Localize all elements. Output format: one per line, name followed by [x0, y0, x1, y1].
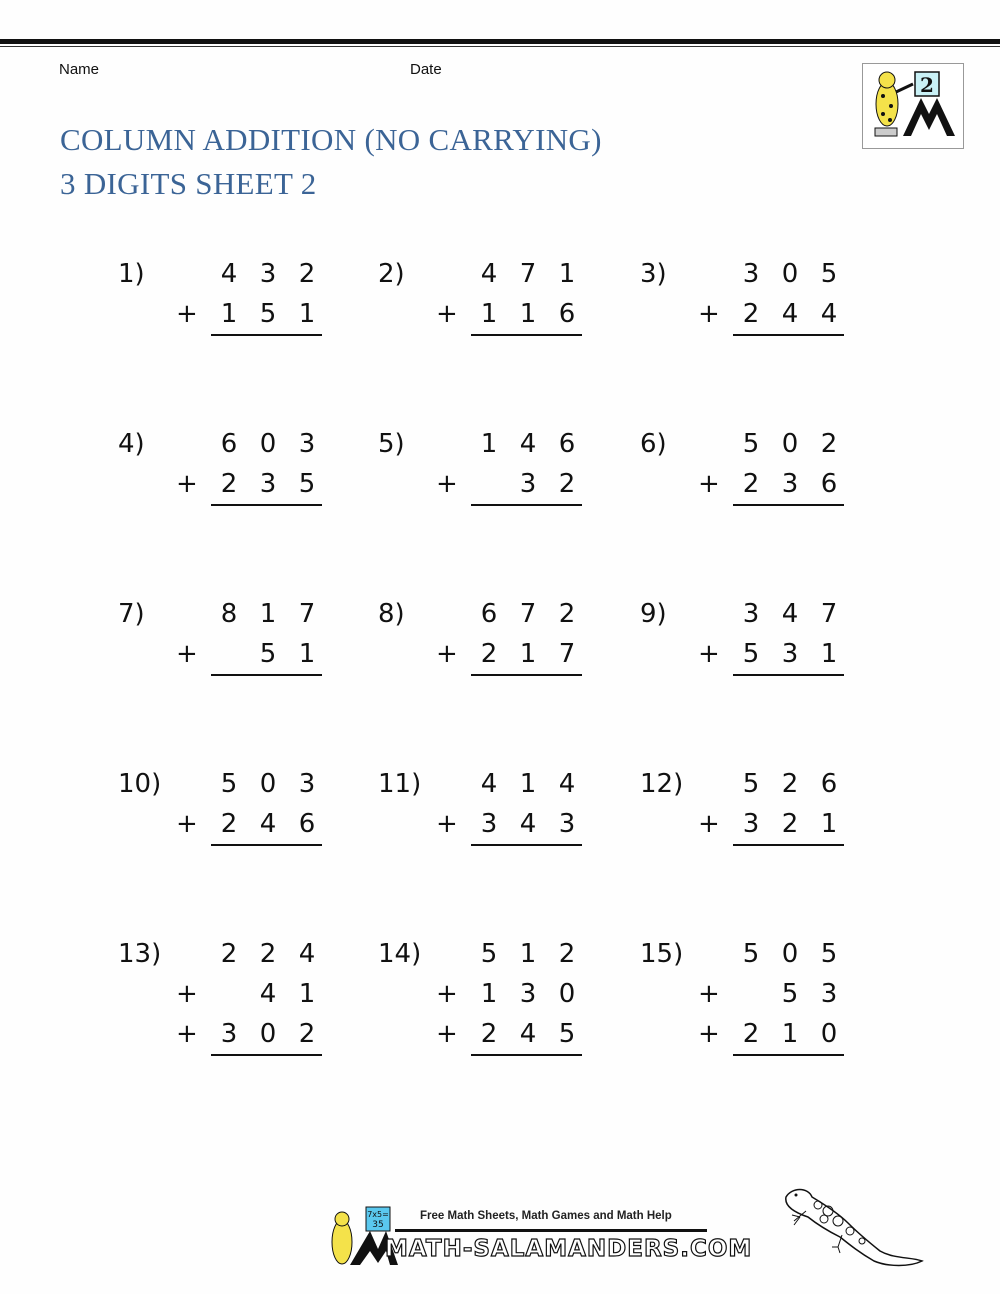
digit: 5 — [298, 469, 316, 499]
problem-number: 3) — [640, 259, 667, 289]
digit: 6 — [480, 599, 498, 629]
addend-digits — [740, 599, 840, 629]
digit: 1 — [298, 639, 316, 669]
problem-13 — [118, 939, 368, 1069]
digit: 4 — [781, 599, 799, 629]
plus-sign: + — [698, 639, 720, 669]
digit: 1 — [480, 979, 498, 1009]
page-title: COLUMN ADDITION (NO CARRYING) — [60, 122, 602, 157]
addend-digits — [478, 299, 578, 329]
plus-sign: + — [698, 979, 720, 1009]
plus-sign: + — [436, 299, 458, 329]
addend-digits — [478, 429, 578, 459]
addend-row — [118, 939, 368, 969]
problem-6 — [640, 429, 890, 559]
plus-sign: + — [436, 639, 458, 669]
addend-row — [378, 769, 628, 799]
digit: 5 — [742, 939, 760, 969]
addend-row — [378, 809, 628, 839]
digit: 6 — [298, 809, 316, 839]
addend-row — [378, 259, 628, 289]
plus-sign: + — [698, 809, 720, 839]
digit: 1 — [820, 809, 838, 839]
addend-row — [118, 1019, 368, 1049]
addend-digits — [740, 639, 840, 669]
problem-1 — [118, 259, 368, 389]
problem-number: 15) — [640, 939, 684, 969]
addend-row — [640, 809, 890, 839]
digit: 4 — [220, 259, 238, 289]
digit: 7 — [558, 639, 576, 669]
addend-row — [118, 299, 368, 329]
digit: 0 — [781, 429, 799, 459]
addend-digits — [218, 299, 318, 329]
digit: 2 — [742, 469, 760, 499]
addend-row — [640, 1019, 890, 1049]
digit: 2 — [742, 299, 760, 329]
digit: 1 — [519, 299, 537, 329]
digit: 5 — [480, 939, 498, 969]
plus-sign: + — [176, 979, 198, 1009]
footer-tagline: Free Math Sheets, Math Games and Math Help — [420, 1210, 672, 1222]
digit: 0 — [558, 979, 576, 1009]
addend-digits — [218, 469, 318, 499]
addend-row — [118, 639, 368, 669]
digit: 2 — [298, 259, 316, 289]
digit: 2 — [259, 939, 277, 969]
digit: 1 — [820, 639, 838, 669]
digit: 5 — [259, 639, 277, 669]
digit: 0 — [259, 429, 277, 459]
digit: 4 — [259, 809, 277, 839]
digit: 4 — [259, 979, 277, 1009]
plus-sign: + — [176, 299, 198, 329]
top-rule-thin — [0, 46, 1000, 47]
addend-digits — [740, 299, 840, 329]
digit: 0 — [820, 1019, 838, 1049]
plus-sign: + — [436, 979, 458, 1009]
digit: 2 — [558, 469, 576, 499]
digit: 1 — [259, 599, 277, 629]
problem-4 — [118, 429, 368, 559]
digit: 3 — [298, 769, 316, 799]
addend-row — [378, 599, 628, 629]
addend-row — [378, 469, 628, 499]
digit: 1 — [781, 1019, 799, 1049]
addend-digits — [740, 809, 840, 839]
addend-row — [640, 979, 890, 1009]
digit: 5 — [220, 769, 238, 799]
digit: 7 — [519, 259, 537, 289]
digit: 1 — [480, 299, 498, 329]
problem-number: 13) — [118, 939, 162, 969]
answer-line — [733, 504, 844, 506]
plus-sign: + — [176, 639, 198, 669]
problem-number: 1) — [118, 259, 145, 289]
problem-number: 5) — [378, 429, 405, 459]
digit — [218, 979, 240, 1009]
problem-number: 4) — [118, 429, 145, 459]
addend-row — [640, 599, 890, 629]
digit: 6 — [220, 429, 238, 459]
grade-number: 2 — [920, 73, 934, 97]
problem-2 — [378, 259, 628, 389]
digit: 1 — [298, 299, 316, 329]
digit: 5 — [781, 979, 799, 1009]
problem-number: 2) — [378, 259, 405, 289]
addend-row — [640, 769, 890, 799]
addend-digits — [740, 769, 840, 799]
answer-line — [471, 1054, 582, 1056]
digit: 4 — [298, 939, 316, 969]
digit: 4 — [558, 769, 576, 799]
problem-number: 6) — [640, 429, 667, 459]
answer-line — [471, 504, 582, 506]
digit: 4 — [820, 299, 838, 329]
addend-row — [378, 299, 628, 329]
plus-sign: + — [176, 1019, 198, 1049]
page-subtitle: 3 DIGITS SHEET 2 — [60, 166, 317, 201]
digit: 2 — [480, 1019, 498, 1049]
answer-line — [733, 334, 844, 336]
addend-digits — [740, 1019, 840, 1049]
answer-line — [211, 844, 322, 846]
digit: 3 — [742, 809, 760, 839]
addend-row — [378, 1019, 628, 1049]
digit: 3 — [820, 979, 838, 1009]
digit: 3 — [742, 259, 760, 289]
salamander-icon — [778, 1185, 928, 1270]
problem-number: 10) — [118, 769, 162, 799]
addend-row — [640, 939, 890, 969]
addend-row — [640, 429, 890, 459]
answer-line — [211, 1054, 322, 1056]
answer-line — [211, 674, 322, 676]
digit: 4 — [519, 429, 537, 459]
digit — [740, 979, 762, 1009]
plus-sign: + — [436, 1019, 458, 1049]
digit: 1 — [298, 979, 316, 1009]
salamander-teacher-logo-icon — [863, 64, 963, 148]
addend-row — [118, 769, 368, 799]
addend-digits — [478, 639, 578, 669]
digit: 1 — [519, 639, 537, 669]
addend-row — [118, 809, 368, 839]
digit: 3 — [742, 599, 760, 629]
svg-text:7x5=: 7x5= — [367, 1210, 389, 1219]
digit: 1 — [558, 259, 576, 289]
addend-digits — [218, 769, 318, 799]
answer-line — [211, 504, 322, 506]
footer-rule — [395, 1229, 707, 1232]
digit: 3 — [519, 979, 537, 1009]
digit: 1 — [480, 429, 498, 459]
digit — [478, 469, 500, 499]
addend-row — [118, 469, 368, 499]
digit: 4 — [781, 299, 799, 329]
digit: 5 — [259, 299, 277, 329]
answer-line — [211, 334, 322, 336]
digit: 6 — [820, 769, 838, 799]
digit: 5 — [558, 1019, 576, 1049]
addend-digits — [740, 469, 840, 499]
problem-number: 12) — [640, 769, 684, 799]
digit: 2 — [298, 1019, 316, 1049]
problem-14 — [378, 939, 628, 1069]
digit: 2 — [781, 809, 799, 839]
problem-12 — [640, 769, 890, 899]
addend-row — [640, 469, 890, 499]
answer-line — [733, 674, 844, 676]
grade-logo — [862, 63, 964, 149]
digit: 5 — [742, 429, 760, 459]
digit: 4 — [519, 1019, 537, 1049]
addend-row — [640, 299, 890, 329]
problem-7 — [118, 599, 368, 729]
digit: 7 — [298, 599, 316, 629]
problem-10 — [118, 769, 368, 899]
addend-digits — [740, 429, 840, 459]
digit: 4 — [519, 809, 537, 839]
digit: 2 — [820, 429, 838, 459]
answer-line — [471, 844, 582, 846]
digit: 3 — [781, 639, 799, 669]
digit: 4 — [480, 259, 498, 289]
footer-site-link[interactable]: MATH-SALAMANDERS.COM — [385, 1236, 753, 1262]
addend-digits — [478, 259, 578, 289]
addend-digits — [218, 979, 318, 1009]
digit: 3 — [298, 429, 316, 459]
digit: 2 — [781, 769, 799, 799]
problem-3 — [640, 259, 890, 389]
digit: 3 — [558, 809, 576, 839]
plus-sign: + — [436, 469, 458, 499]
answer-line — [733, 844, 844, 846]
addend-row — [640, 259, 890, 289]
digit: 2 — [220, 809, 238, 839]
answer-line — [471, 674, 582, 676]
digit: 5 — [820, 939, 838, 969]
plus-sign: + — [698, 299, 720, 329]
digit: 3 — [781, 469, 799, 499]
digit: 2 — [220, 939, 238, 969]
addend-digits — [218, 599, 318, 629]
problem-15 — [640, 939, 890, 1069]
digit: 6 — [558, 299, 576, 329]
top-rule — [0, 39, 1000, 44]
date-label: Date — [410, 61, 442, 78]
addend-row — [118, 259, 368, 289]
plus-sign: + — [176, 469, 198, 499]
digit: 1 — [519, 769, 537, 799]
problem-8 — [378, 599, 628, 729]
digit: 3 — [220, 1019, 238, 1049]
addend-row — [118, 429, 368, 459]
name-label: Name — [59, 61, 100, 78]
problem-number: 11) — [378, 769, 422, 799]
addend-digits — [218, 809, 318, 839]
digit: 3 — [480, 809, 498, 839]
digit: 2 — [558, 939, 576, 969]
digit: 0 — [259, 1019, 277, 1049]
addend-digits — [218, 429, 318, 459]
digit: 3 — [259, 259, 277, 289]
plus-sign: + — [176, 809, 198, 839]
addend-digits — [218, 939, 318, 969]
problem-number: 8) — [378, 599, 405, 629]
addend-row — [378, 639, 628, 669]
plus-sign: + — [698, 469, 720, 499]
digit: 5 — [742, 639, 760, 669]
digit: 4 — [480, 769, 498, 799]
addend-row — [378, 429, 628, 459]
addend-row — [378, 979, 628, 1009]
digit: 5 — [820, 259, 838, 289]
digit: 3 — [519, 469, 537, 499]
answer-line — [471, 334, 582, 336]
addend-row — [378, 939, 628, 969]
svg-text:35: 35 — [372, 1220, 384, 1230]
addend-digits — [740, 979, 840, 1009]
addend-digits — [740, 939, 840, 969]
addend-digits — [740, 259, 840, 289]
digit: 6 — [558, 429, 576, 459]
digit — [218, 639, 240, 669]
addend-digits — [478, 939, 578, 969]
problem-9 — [640, 599, 890, 729]
digit: 1 — [220, 299, 238, 329]
digit: 3 — [259, 469, 277, 499]
addend-digits — [218, 1019, 318, 1049]
addend-digits — [478, 1019, 578, 1049]
addend-digits — [478, 809, 578, 839]
digit: 8 — [220, 599, 238, 629]
problem-number: 14) — [378, 939, 422, 969]
problem-number: 9) — [640, 599, 667, 629]
addend-digits — [478, 979, 578, 1009]
problem-number: 7) — [118, 599, 145, 629]
digit: 1 — [519, 939, 537, 969]
answer-line — [733, 1054, 844, 1056]
digit: 2 — [558, 599, 576, 629]
digit: 2 — [742, 1019, 760, 1049]
digit: 2 — [220, 469, 238, 499]
digit: 7 — [820, 599, 838, 629]
digit: 0 — [781, 939, 799, 969]
digit: 6 — [820, 469, 838, 499]
problem-5 — [378, 429, 628, 559]
digit: 0 — [259, 769, 277, 799]
addend-digits — [478, 599, 578, 629]
addend-digits — [478, 769, 578, 799]
digit: 0 — [781, 259, 799, 289]
addend-digits — [218, 639, 318, 669]
digit: 7 — [519, 599, 537, 629]
addend-row — [640, 639, 890, 669]
addend-digits — [478, 469, 578, 499]
addend-row — [118, 599, 368, 629]
digit: 2 — [480, 639, 498, 669]
plus-sign: + — [436, 809, 458, 839]
addend-row — [118, 979, 368, 1009]
digit: 5 — [742, 769, 760, 799]
addend-digits — [218, 259, 318, 289]
problem-11 — [378, 769, 628, 899]
plus-sign: + — [698, 1019, 720, 1049]
